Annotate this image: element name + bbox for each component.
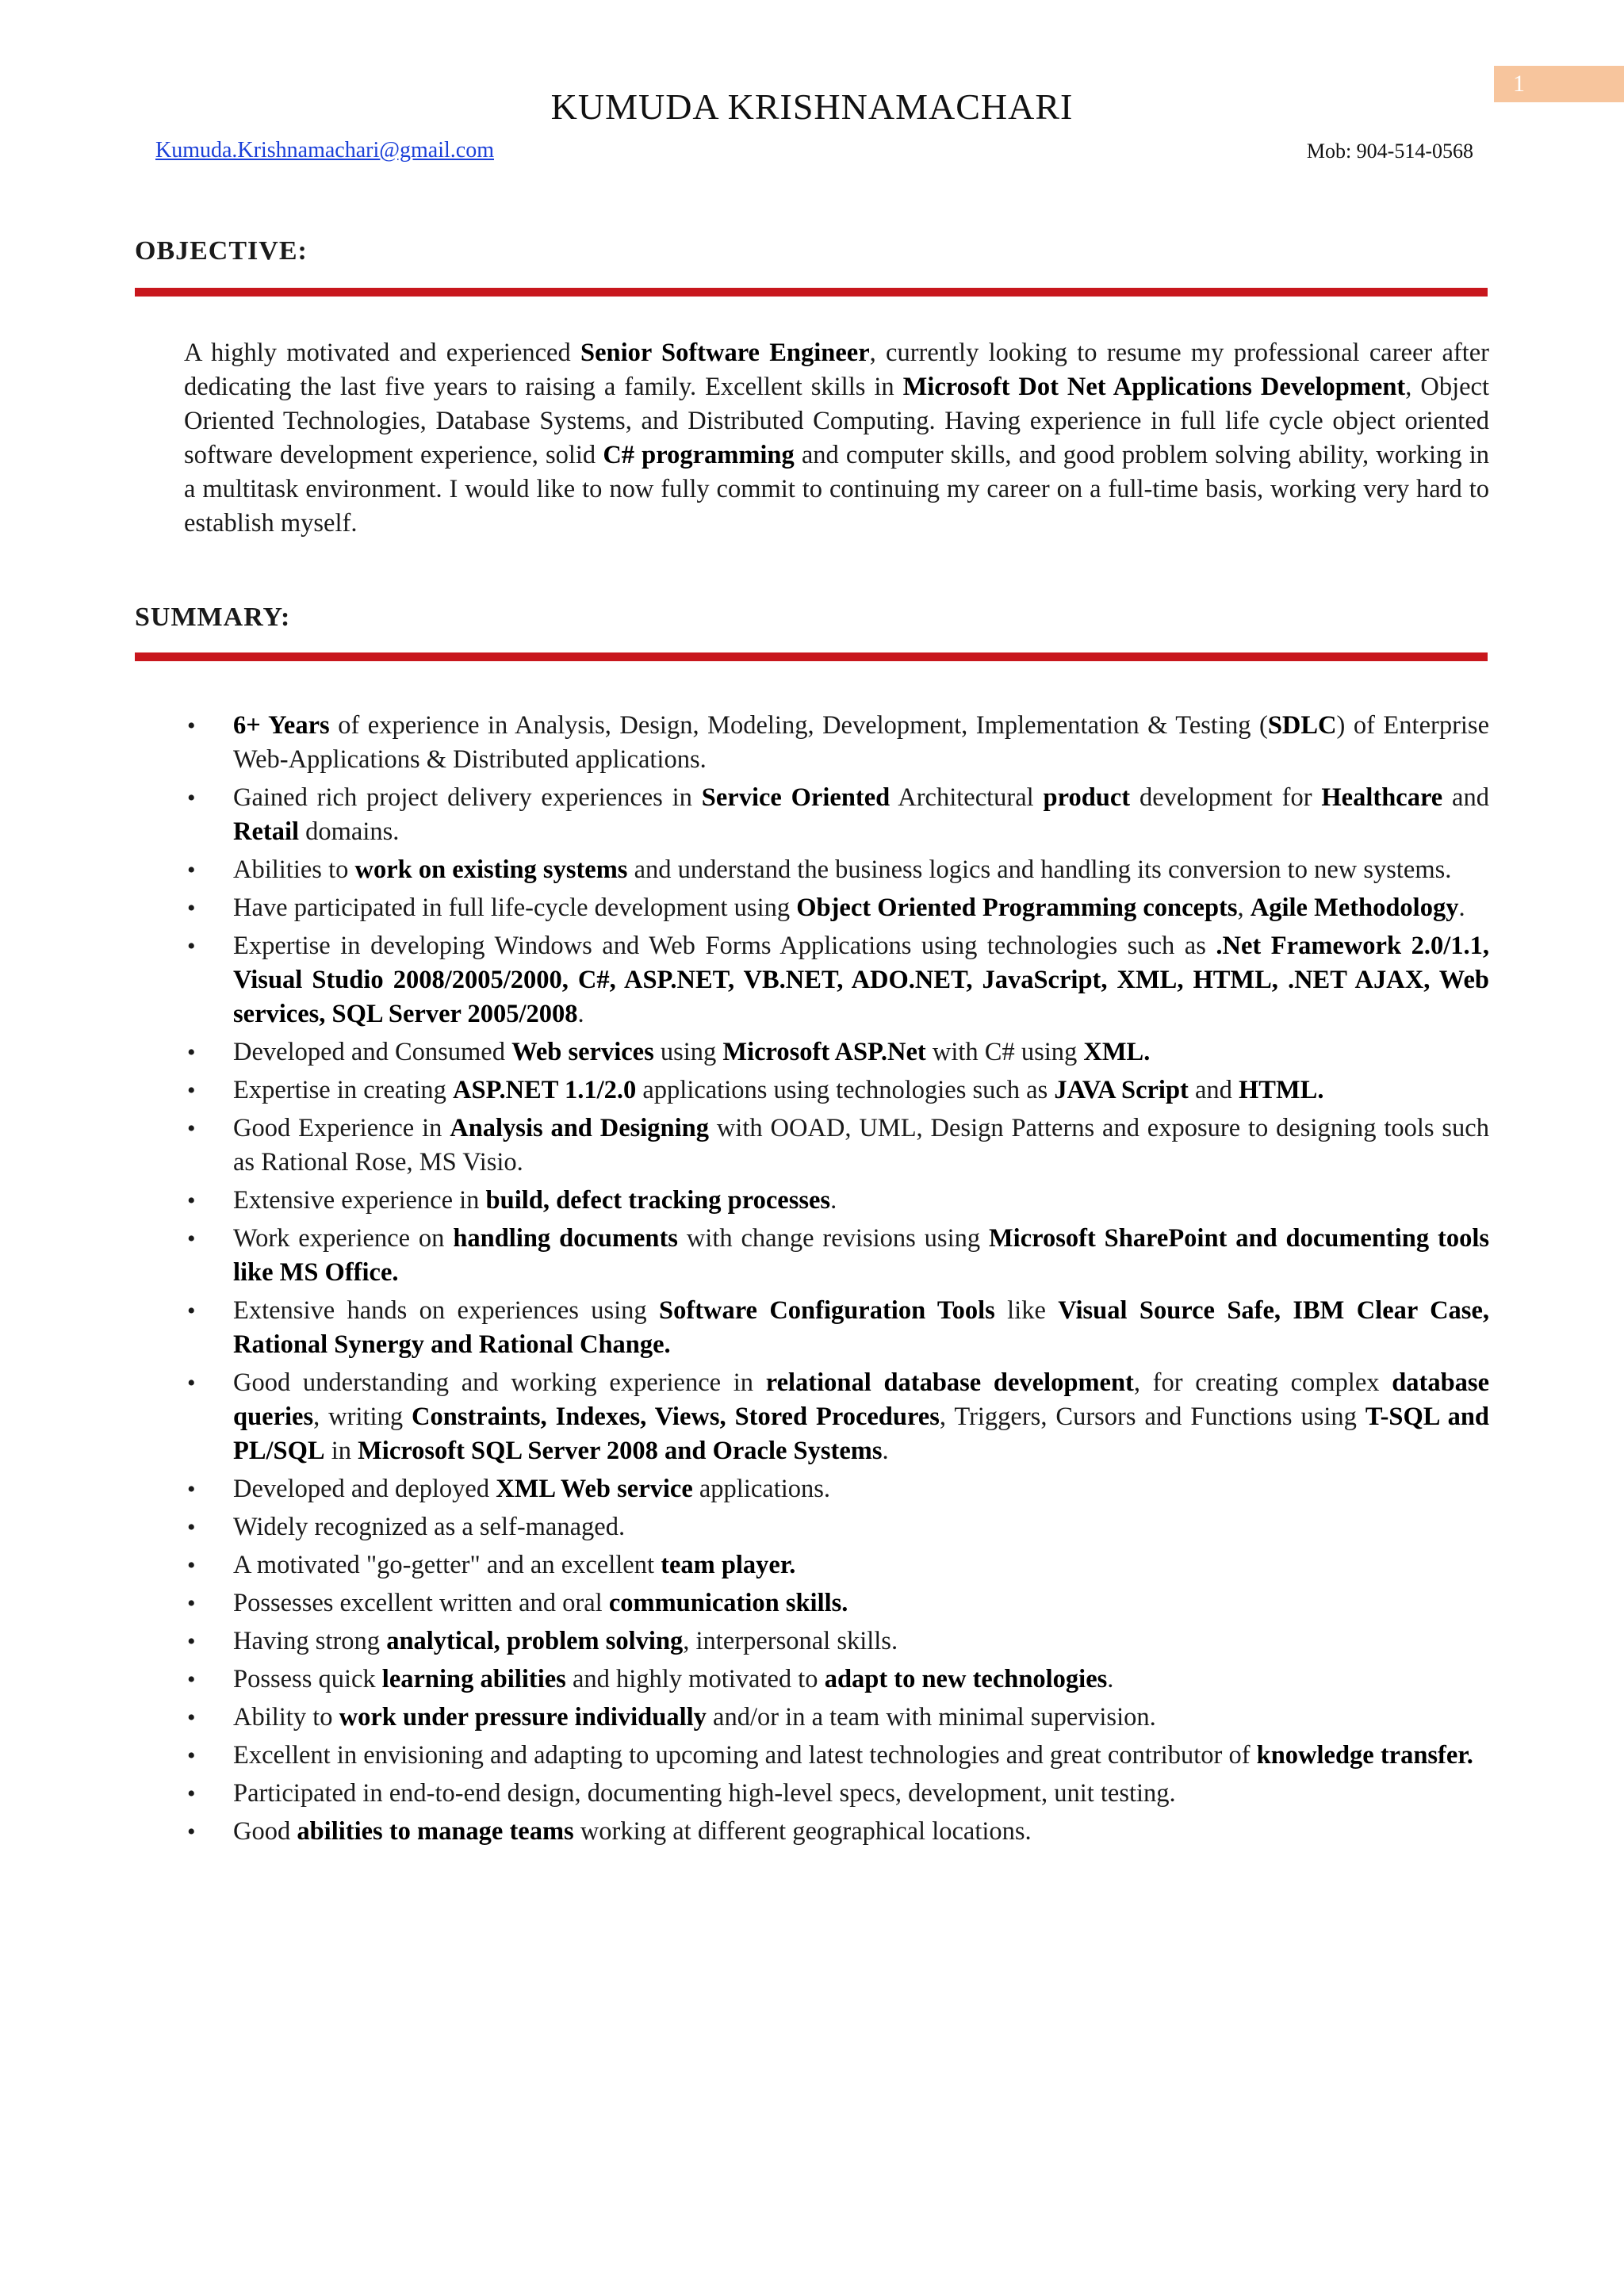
text-run: , writing: [313, 1402, 412, 1431]
text-run: Good Experience in: [233, 1114, 450, 1142]
bold-text-run: Microsoft ASP.Net: [722, 1038, 926, 1066]
summary-item: [184, 1701, 1489, 1735]
summary-item: [184, 1586, 1489, 1621]
text-run: Developed and Consumed: [233, 1038, 512, 1066]
summary-item: [184, 1366, 1489, 1468]
bullet-icon: •: [187, 1476, 196, 1502]
bullet-icon: •: [187, 1115, 196, 1142]
bold-text-run: build, defect tracking processes: [485, 1186, 831, 1215]
page-number: 1: [1513, 71, 1525, 97]
bold-text-run: C# programming: [603, 441, 795, 469]
summary-item: [184, 1510, 1489, 1544]
bold-text-run: relational database development: [765, 1368, 1134, 1397]
summary-item: [184, 853, 1489, 887]
bullet-icon: •: [187, 1188, 196, 1214]
bold-text-run: SDLC: [1267, 711, 1337, 740]
summary-item: [184, 1112, 1489, 1180]
text-run: applications.: [692, 1475, 831, 1503]
summary-item: [184, 1777, 1489, 1811]
text-run: .: [577, 1000, 584, 1028]
text-run: , for creating complex: [1133, 1368, 1392, 1397]
bullet-icon: •: [187, 1226, 196, 1252]
summary-heading: SUMMARY:: [135, 603, 291, 632]
bullet-icon: •: [187, 1077, 196, 1104]
bold-text-run: Web services: [511, 1038, 654, 1066]
bullet-icon: •: [187, 1370, 196, 1396]
text-run: Extensive experience in: [233, 1186, 486, 1215]
text-run: Good understanding and working experience in: [233, 1368, 766, 1397]
bold-text-run: 6+ Years: [233, 711, 330, 740]
summary-item: [184, 891, 1489, 925]
bold-text-run: handling documents: [453, 1224, 678, 1253]
objective-heading: OBJECTIVE:: [135, 236, 308, 266]
text-run: Having strong: [233, 1627, 387, 1655]
bold-text-run: ASP.NET 1.1/2.0: [453, 1076, 637, 1104]
bullet-icon: •: [187, 1039, 196, 1066]
bold-text-run: Microsoft Dot Net Applications Development: [902, 373, 1406, 401]
bold-text-run: learning abilities: [381, 1665, 566, 1693]
text-run: Good: [233, 1817, 297, 1846]
bold-text-run: Microsoft SharePoint and documenting tools like MS Office.: [233, 1224, 1490, 1287]
objective-paragraph: [184, 336, 1489, 541]
bullet-icon: •: [187, 1552, 196, 1578]
text-run: and computer skills, and good problem solving ability, working in a multitask environment. I would like to now fully commit to continuing my career on a full-time basis, working very hard to establish myself.: [184, 441, 1489, 538]
summary-item: [184, 1294, 1489, 1362]
summary-item: [184, 1815, 1489, 1849]
bullet-icon: •: [187, 713, 196, 739]
text-run: applications using technologies such as: [636, 1076, 1055, 1104]
summary-item: [184, 1548, 1489, 1582]
text-run: Excellent in envisioning and adapting to upcoming and latest technologies and great contributor of: [233, 1741, 1257, 1770]
text-run: , Object Oriented Technologies, Database Systems, and Distributed Computing. Having experience in full life cycle object oriented software development experience, solid: [184, 373, 1489, 469]
text-run: with OOAD, UML, Design Patterns and exposure to designing tools such as Rational Rose, MS Visio.: [233, 1114, 1489, 1177]
bold-text-run: XML.: [1083, 1038, 1151, 1066]
bold-text-run: JAVA Script: [1054, 1076, 1189, 1104]
summary-item: [184, 1472, 1489, 1506]
bold-text-run: communication skills.: [608, 1589, 848, 1617]
bold-text-run: HTML.: [1239, 1076, 1324, 1104]
bold-text-run: Retail: [233, 817, 300, 846]
summary-item: [184, 929, 1489, 1031]
bold-text-run: Service Oriented: [701, 783, 891, 812]
text-run: and: [1188, 1076, 1239, 1104]
candidate-name: KUMUDA KRISHNAMACHARI: [550, 86, 1074, 127]
bullet-icon: •: [187, 1781, 196, 1807]
objective-divider: [135, 288, 1488, 297]
text-run: .: [1107, 1665, 1114, 1693]
bullet-icon: •: [187, 1705, 196, 1731]
summary-item: [184, 1739, 1489, 1773]
summary-item: [184, 1222, 1489, 1290]
text-run: Extensive hands on experiences using: [233, 1296, 660, 1325]
bold-text-run: product: [1043, 783, 1131, 812]
bold-text-run: Software Configuration Tools: [659, 1296, 995, 1325]
bold-text-run: knowledge transfer.: [1256, 1741, 1473, 1770]
text-run: ,: [1237, 894, 1251, 922]
text-run: and/or in a team with minimal supervision.: [706, 1703, 1156, 1732]
bold-text-run: adapt to new technologies: [824, 1665, 1108, 1693]
text-run: , currently looking to resume my professional career after dedicating the last five years to raising a family. Excellent skills in: [184, 339, 1490, 401]
bold-text-run: T-SQL and PL/SQL: [233, 1402, 1489, 1465]
bold-text-run: team player.: [661, 1551, 796, 1579]
bold-text-run: Visual Source Safe, IBM Clear Case, Rational Synergy and Rational Change.: [233, 1296, 1489, 1359]
email-link[interactable]: Kumuda.Krishnamachari@gmail.com: [155, 138, 494, 163]
bold-text-run: Microsoft SQL Server 2008 and Oracle Systems: [358, 1437, 883, 1465]
text-run: , interpersonal skills.: [683, 1627, 898, 1655]
text-run: with change revisions using: [677, 1224, 989, 1253]
text-run: in: [324, 1437, 358, 1465]
bullet-icon: •: [187, 1298, 196, 1324]
text-run: like: [994, 1296, 1059, 1325]
summary-item: [184, 1073, 1489, 1108]
text-run: and highly motivated to: [565, 1665, 825, 1693]
bullet-icon: •: [187, 1514, 196, 1540]
text-run: ) of Enterprise Web-Applications & Distributed applications.: [233, 711, 1489, 774]
text-run: Possesses excellent written and oral: [233, 1589, 609, 1617]
bullet-icon: •: [187, 1667, 196, 1693]
bullet-icon: •: [187, 895, 196, 921]
text-run: of experience in Analysis, Design, Modeling, Development, Implementation & Testing (: [329, 711, 1268, 740]
bold-text-run: abilities to manage teams: [297, 1817, 574, 1846]
bold-text-run: Object Oriented Programming concepts: [796, 894, 1238, 922]
text-run: , Triggers, Cursors and Functions using: [939, 1402, 1365, 1431]
text-run: .: [830, 1186, 837, 1215]
text-run: with C# using: [925, 1038, 1084, 1066]
bullet-icon: •: [187, 857, 196, 883]
text-run: Participated in end-to-end design, documenting high-level specs, development, unit testing.: [233, 1779, 1176, 1808]
bold-text-run: XML Web service: [496, 1475, 693, 1503]
bold-text-run: Analysis and Designing: [450, 1114, 709, 1142]
bullet-icon: •: [187, 785, 196, 811]
text-run: Ability to: [233, 1703, 339, 1732]
text-run: Abilities to: [233, 855, 355, 884]
bold-text-run: .Net Framework 2.0/1.1, Visual Studio 2008/2005/2000, C#, ASP.NET, VB.NET, ADO.NET, JavaScript, XML, HTML, .NET AJAX, Web services, SQL Server 2005/2008: [233, 932, 1489, 1028]
mobile-number: Mob: 904-514-0568: [1306, 140, 1473, 163]
text-run: A highly motivated and experienced: [184, 339, 581, 367]
text-run: Expertise in developing Windows and Web Forms Applications using technologies such as: [233, 932, 1216, 960]
text-run: Possess quick: [233, 1665, 382, 1693]
text-run: Widely recognized as a self-managed.: [233, 1513, 626, 1541]
bold-text-run: database queries: [233, 1368, 1489, 1431]
bullet-icon: •: [187, 1628, 196, 1655]
summary-divider: [135, 652, 1488, 661]
summary-list: [184, 709, 1489, 1853]
summary-item: [184, 1184, 1489, 1218]
bold-text-run: Senior Software Engineer: [580, 339, 870, 367]
bold-text-run: work on existing systems: [354, 855, 628, 884]
bullet-icon: •: [187, 1819, 196, 1845]
bullet-icon: •: [187, 933, 196, 959]
bold-text-run: Agile Methodology: [1250, 894, 1459, 922]
bullet-icon: •: [187, 1743, 196, 1769]
summary-item: [184, 1663, 1489, 1697]
bullet-icon: •: [187, 1590, 196, 1617]
text-run: and: [1442, 783, 1489, 812]
bold-text-run: Constraints, Indexes, Views, Stored Procedures: [412, 1402, 940, 1431]
text-run: Have participated in full life-cycle development using: [233, 894, 797, 922]
text-run: Architectural: [890, 783, 1044, 812]
text-run: .: [1458, 894, 1465, 922]
text-run: Developed and deployed: [233, 1475, 496, 1503]
summary-item: [184, 1035, 1489, 1070]
text-run: Gained rich project delivery experiences in: [233, 783, 702, 812]
text-run: development for: [1130, 783, 1322, 812]
text-run: .: [882, 1437, 889, 1465]
text-run: using: [653, 1038, 723, 1066]
summary-item: [184, 709, 1489, 777]
bold-text-run: analytical, problem solving: [386, 1627, 684, 1655]
summary-item: [184, 1624, 1489, 1659]
text-run: domains.: [299, 817, 400, 846]
summary-item: [184, 781, 1489, 849]
bold-text-run: Healthcare: [1321, 783, 1443, 812]
text-run: Work experience on: [233, 1224, 454, 1253]
text-run: and understand the business logics and handling its conversion to new systems.: [627, 855, 1452, 884]
bold-text-run: work under pressure individually: [339, 1703, 707, 1732]
text-run: Expertise in creating: [233, 1076, 454, 1104]
text-run: A motivated "go-getter" and an excellent: [233, 1551, 661, 1579]
text-run: working at different geographical locations.: [573, 1817, 1032, 1846]
